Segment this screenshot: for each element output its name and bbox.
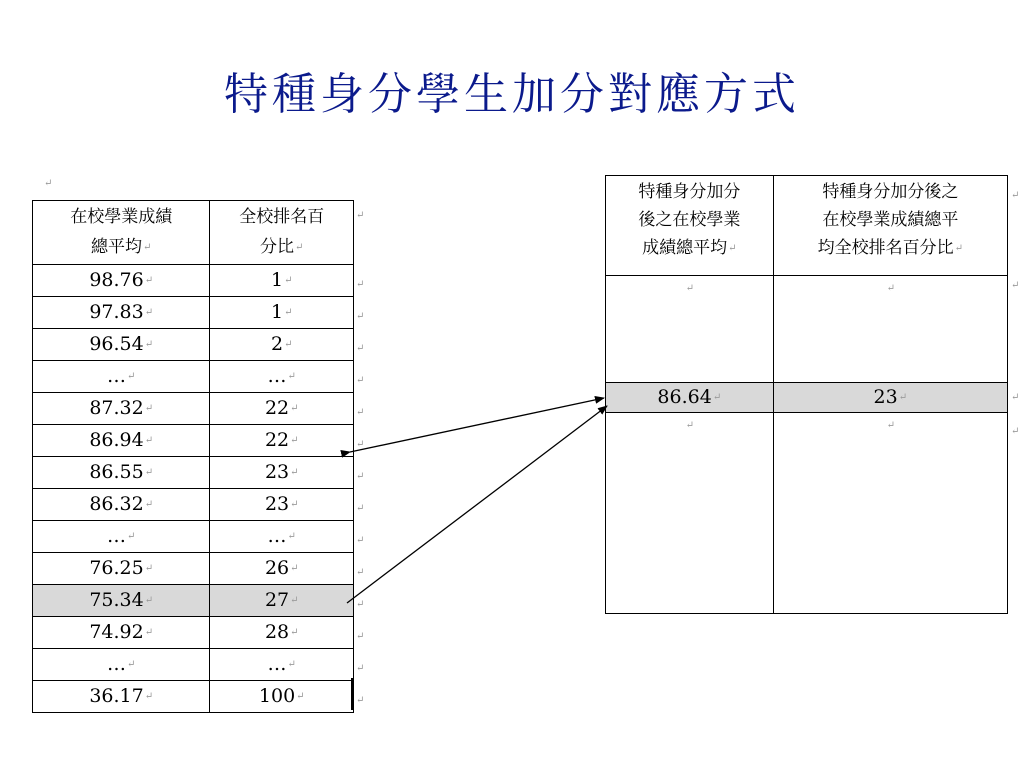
page-title: 特種身分學生加分對應方式 bbox=[224, 69, 800, 120]
row-end-mark: ↵ bbox=[356, 210, 365, 221]
table-row: 97.83↵ 1↵ bbox=[33, 297, 354, 329]
row-end-mark: ↵ bbox=[356, 503, 365, 514]
row-end-mark: ↵ bbox=[356, 439, 365, 450]
table-row: 76.25↵ 26↵ bbox=[33, 553, 354, 585]
table-row-ellipsis: …↵ …↵ bbox=[33, 649, 354, 681]
row-end-mark: ↵ bbox=[356, 535, 365, 546]
row-end-mark: ↵ bbox=[1011, 190, 1020, 201]
table-row-empty: ↵ ↵ bbox=[606, 413, 1008, 614]
row-end-mark: ↵ bbox=[356, 343, 365, 354]
row-end-mark: ↵ bbox=[356, 663, 365, 674]
table-row-empty: ↵ ↵ bbox=[606, 276, 1008, 383]
row-end-mark: ↵ bbox=[356, 599, 365, 610]
row-end-mark: ↵ bbox=[1011, 392, 1020, 403]
row-end-mark: ↵ bbox=[356, 407, 365, 418]
row-end-mark: ↵ bbox=[356, 311, 365, 322]
double-arrow-line bbox=[350, 398, 604, 452]
table-row: 86.32↵ 23↵ bbox=[33, 489, 354, 521]
table-row: 98.76↵ 1↵ bbox=[33, 265, 354, 297]
table-row: 74.92↵ 28↵ bbox=[33, 617, 354, 649]
row-end-mark: ↵ bbox=[356, 471, 365, 482]
adjusted-average-value: 86.64 bbox=[657, 386, 712, 408]
table-row: 87.32↵ 22↵ bbox=[33, 393, 354, 425]
row-end-mark: ↵ bbox=[356, 375, 365, 386]
row-end-mark: ↵ bbox=[1011, 280, 1020, 291]
row-end-mark: ↵ bbox=[356, 631, 365, 642]
table-row-highlighted: 86.64↵ 23↵ bbox=[606, 383, 1008, 413]
row-end-mark: ↵ bbox=[356, 279, 365, 290]
header-score-average: 在校學業成績 總平均↵ bbox=[33, 201, 210, 265]
table-row-ellipsis: …↵ …↵ bbox=[33, 361, 354, 393]
row-end-mark: ↵ bbox=[356, 567, 365, 578]
table-row-highlighted: 75.34↵ 27↵ bbox=[33, 585, 354, 617]
header-adjusted-average: 特種身分加分 後之在校學業 成績總平均↵ bbox=[606, 176, 774, 276]
row-end-mark: ↵ bbox=[1011, 426, 1020, 437]
adjusted-rank-value: 23 bbox=[873, 386, 898, 408]
table-row: 86.94↵ 22↵ bbox=[33, 425, 354, 457]
table-row-ellipsis: …↵ …↵ bbox=[33, 521, 354, 553]
header-rank-percentile: 全校排名百 分比↵ bbox=[210, 201, 354, 265]
table-row: 36.17↵ 100↵ bbox=[33, 681, 354, 713]
row-end-mark: ↵ bbox=[356, 695, 365, 706]
arrow-line bbox=[347, 406, 607, 603]
table-row: 86.55↵ 23↵ bbox=[33, 457, 354, 489]
table-row: 96.54↵ 2↵ bbox=[33, 329, 354, 361]
paragraph-mark: ↵ bbox=[44, 178, 53, 189]
header-adjusted-rank: 特種身分加分後之 在校學業成績總平 均全校排名百分比↵ bbox=[773, 176, 1007, 276]
